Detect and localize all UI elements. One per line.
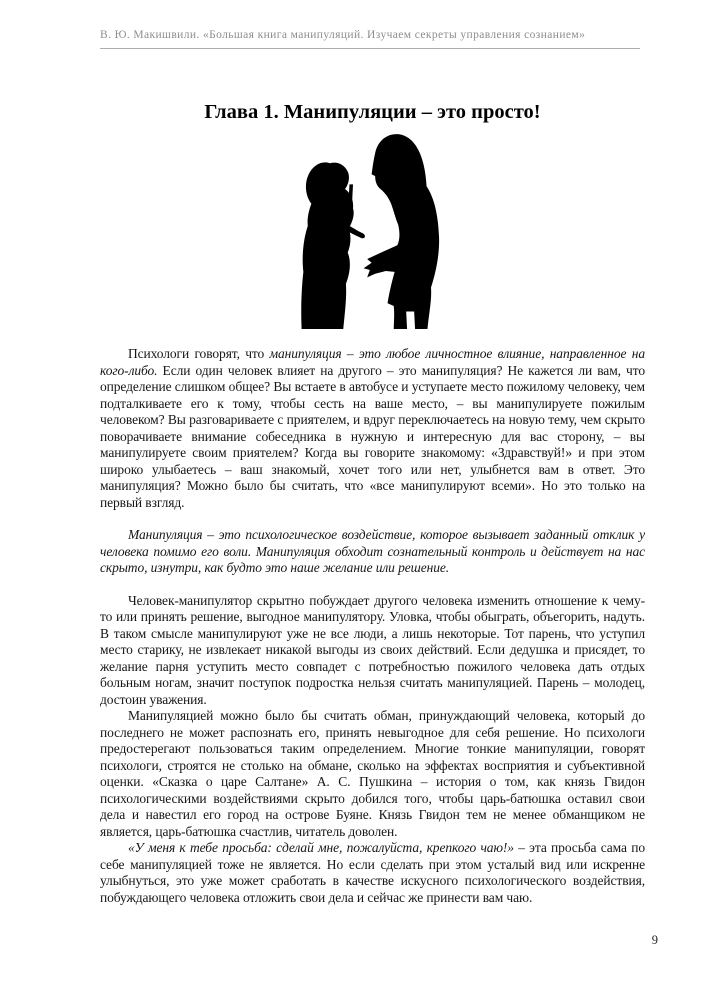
italic-text-run: «У меня к тебе просьба: сделай мне, пожалуйста, крепкого чаю!» [128, 840, 514, 855]
page-content [100, 0, 645, 906]
paragraph [100, 708, 645, 840]
running-header-text: В. Ю. Макишвили. «Большая книга манипуляций. Изучаем секреты управления сознанием» [100, 29, 586, 41]
paragraph [100, 527, 645, 577]
paragraph [100, 346, 645, 511]
italic-text-run: Манипуляция – это психологическое воздействие, которое вызывает заданный отклик у человека помимо его воли. Манипуляция обходит сознательный контроль и действует на нас скрыто, изнутри, как будто это наше желание или решение. [100, 527, 645, 575]
page-number: 9 [651, 933, 658, 947]
illustration-figure [100, 131, 645, 333]
chapter-title: Глава 1. Манипуляции – это просто! [204, 101, 541, 123]
body-text [100, 346, 645, 906]
italic-text-run: манипуляция – это любое личностное влияние, направленное на кого-либо. [100, 346, 645, 378]
text-run: Манипуляцией можно было бы считать обман, принуждающий человека, который до последнего не может распознать его, принять невыгодное для себя решение. Но психологи предостерегают пользоваться таким определением. Многие тонкие манипуляции, говорят психологи, строятся не столько на обмане, сколько на эффектах восприятия и субъективной оценки. «Сказка о царе Салтане» А. С. Пушкина – история о том, как князь Гвидон психологическими воздействиями скрыто добился того, чтобы царь-батюшка оставил свои дела и навестил его город на острове Буяне. Князь Гвидон тем не менее обманщиком не является, царь-батюшка счастлив, читатель доволен. [100, 708, 645, 839]
silhouette-illustration [275, 131, 470, 329]
text-run: Человек-манипулятор скрытно побуждает другого человека изменить отношение к чему-то или принять решение, выгодное манипулятору. Уловка, чтобы обыграть, объегорить, надуть. В таком смысле манипулируют уже не все люди, а лишь некоторые. Тот парень, что уступил место старику, не извлекает никакой выгоды из своих действий. Если дедушка и присядет, то желание парня уступить место совпадет с потребностью пожилого человека дать отдых больным ногам, значит поступок подростка нельзя считать манипуляцией. Парень – молодец, достоин уважения. [100, 592, 645, 707]
paragraph [100, 593, 645, 709]
text-run: Психологи говорят, что [128, 346, 270, 361]
text-run: Если один человек влияет на другого – это манипуляция? Не кажется ли вам, что определение слишком общее? Вы встаете в автобусе и уступаете место пожилому человеку, чем подталкиваете его к тому, чтобы сесть на ваше место, – вы манипулируете пожилым человеком? Вы разговариваете с приятелем, и вдруг переключаетесь на новую тему, чем скрыто поворачиваете внимание собеседника в нужную и интересную для вас сторону, – вы манипулируете своим приятелем? Когда вы говорите знакомому: «Здравствуй!» и при этом широко улыбаетесь – ваш знакомый, хочет того или нет, улыбнется вам в ответ. Это манипуляция? Можно было бы считать, что «все манипулируют всеми». Но это только на первый взгляд. [100, 362, 645, 510]
paragraph [100, 840, 645, 906]
text-run: – эта просьба сама по себе манипуляцией тоже не является. Но если сделать при этом усталый вид или искренне улыбнуться, это уже может сработать в качестве искусного психологического воздействия, побуждающего человека отложить свои дела и сейчас же принести вам чаю. [100, 840, 645, 905]
